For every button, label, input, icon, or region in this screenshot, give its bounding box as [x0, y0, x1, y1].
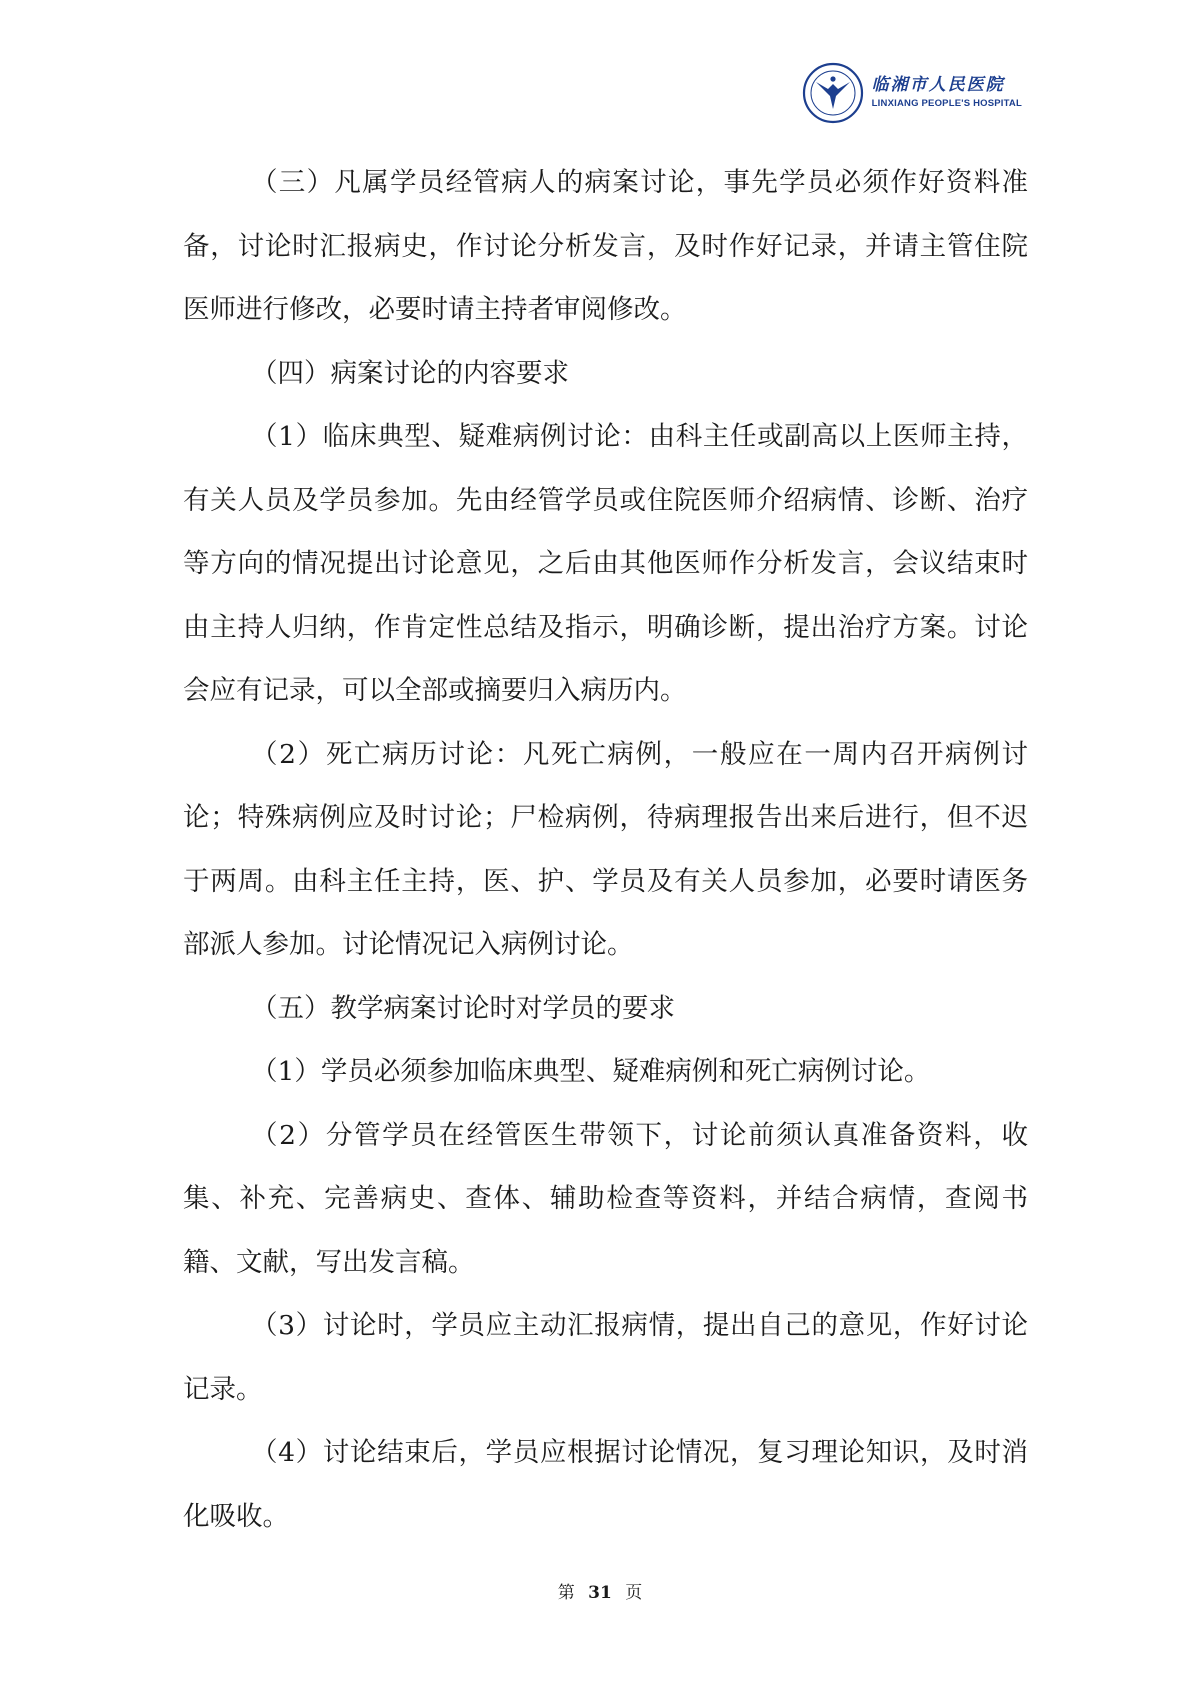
page-footer: [0, 1578, 1200, 1603]
requirement-4: （4）讨论结束后，学员应根据讨论情况，复习理论知识，及时消化吸收。: [183, 1437, 1028, 1532]
paragraph-3-case-prep: （三）凡属学员经管病人的病案讨论，事先学员必须作好资料准备，讨论时汇报病史，作讨论分析发言，及时作好记录，并请主管住院医师进行修改，必要时请主持者审阅修改。: [183, 167, 1028, 325]
page-prefix: 第: [557, 1583, 575, 1603]
document-body: [183, 151, 1028, 1548]
logo-text: [872, 77, 1022, 109]
hospital-header: [802, 62, 1022, 124]
paragraph-typical-cases: （1）临床典型、疑难病例讨论：由科主任或副高以上医师主持，有关人员及学员参加。先由经管学员或住院医师介绍病情、诊断、治疗等方向的情况提出讨论意见，之后由其他医师作分析发言，会议结束时由主持人归纳，作肯定性总结及指示，明确诊断，提出治疗方案。讨论会应有记录，可以全部或摘要归入病历内。: [183, 421, 1028, 706]
requirement-3: （3）讨论时，学员应主动汇报病情，提出自己的意见，作好讨论记录。: [183, 1310, 1028, 1405]
paragraph-death-cases: （2）死亡病历讨论：凡死亡病例，一般应在一周内召开病例讨论；特殊病例应及时讨论；尸检病例，待病理报告出来后进行，但不迟于两周。由科主任主持，医、护、学员及有关人员参加，必要时请医务部派人参加。讨论情况记入病例讨论。: [183, 738, 1028, 960]
page-suffix: 页: [625, 1583, 643, 1603]
section-heading-5: （五）教学病案讨论时对学员的要求: [251, 992, 675, 1024]
logo-english-name: LINXIANG PEOPLE'S HOSPITAL: [871, 98, 1022, 110]
section-heading-4: （四）病案讨论的内容要求: [251, 357, 569, 389]
requirement-2: （2）分管学员在经管医生带领下，讨论前须认真准备资料，收集、补充、完善病史、查体、辅助检查等资料，并结合病情，查阅书籍、文献，写出发言稿。: [183, 1119, 1028, 1278]
page-number: 31: [588, 1583, 612, 1603]
hospital-logo-icon: [802, 62, 864, 124]
requirement-1: （1）学员必须参加临床典型、疑难病例和死亡病例讨论。: [251, 1056, 931, 1087]
logo-chinese-name: 临湘市人民医院: [871, 75, 1005, 96]
